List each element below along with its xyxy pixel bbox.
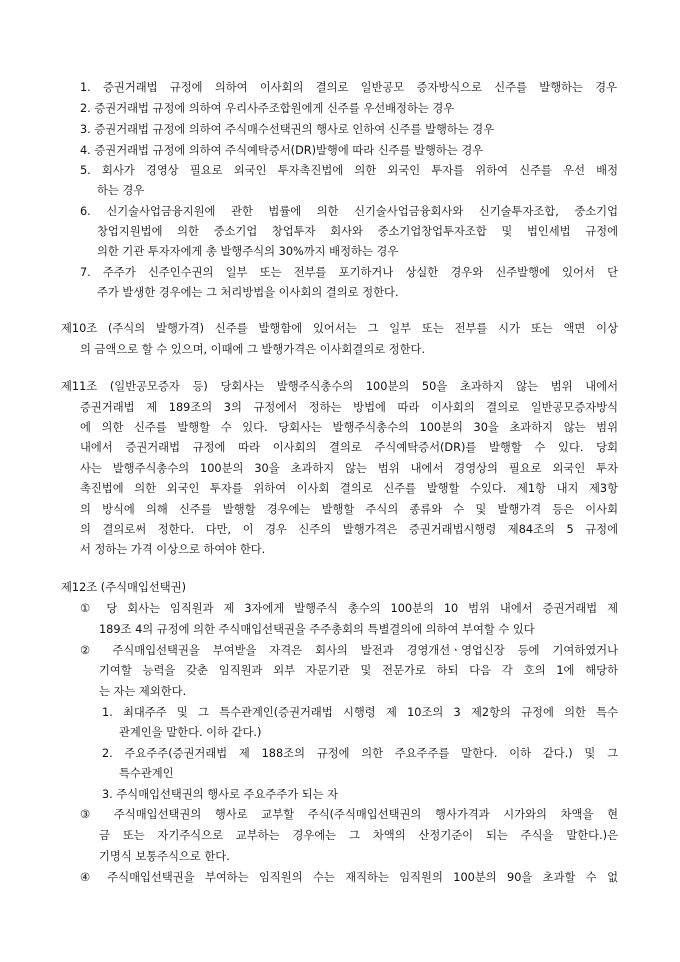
list-item: 1. 증권거래법 규정에 의하여 이사회의 결의로 일반공모 증자방식으로 신주를 발행하는 경우 (80, 81, 617, 94)
list-item: 3. 증권거래법 규정에 의하여 주식매수선택권의 행사로 인하여 신주를 발행하는 경우 (80, 123, 495, 136)
list-item: 7. 주주가 신주인수권의 일부 또는 전부를 포기하거나 상실한 경우와 신주발행에 있어서 단 (80, 266, 618, 279)
list-item-continuation: 의한 기관 투자자에게 총 발행주식의 30%까지 배정하는 경우 (97, 245, 399, 258)
article-12-subitem: 3. 주식매입선택권의 행사로 주요주주가 되는 자 (102, 788, 339, 801)
article-12-clause-continuation: 기여할 능력을 갖춘 임직원과 외부 자문기관 및 전문가로 하되 다음 각 호의 1에 해당하 (99, 664, 618, 677)
list-item: 4. 증권거래법 규정에 의하여 주식예탁증서(DR)발행에 따라 신주를 발행하는 경우 (80, 144, 484, 157)
article-12-clause-continuation: 금 또는 자기주식으로 교부하는 경우에는 그 차액의 산정기준이 되는 주식을 말한다.)은 (99, 829, 618, 842)
article-12-clause-continuation: 는 자는 제외한다. (99, 685, 187, 698)
article-10-text: 제10조 (주식의 발행가격) 신주를 발행함에 있어서는 그 일부 또는 전부를 시가 또는 액면 이상 (61, 322, 618, 335)
article-11-text: 의 결의로써 정한다. 다만, 이 경우 신주의 발행가격은 증권거래법시행령 제84조의 5 규정에 (80, 523, 618, 536)
article-12-subitem: 2. 주요주주(증권거래법 제 188조의 규정에 의한 주요주주를 말한다. 이하 같다.) 및 그 (102, 747, 618, 760)
article-11-text: 촉진법에 의한 외국인 투자를 위하여 이사회 결의로 신주를 발행할 수있다. 제1항 내지 제3항 (80, 482, 618, 495)
article-12-clause: ② 주식매입선택권을 부여받을 자격은 회사의 발전과 경영개선ㆍ영업신장 등에 기여하였거나 (80, 644, 618, 657)
list-item: 2. 증권거래법 규정에 의하여 우리사주조합원에게 신주를 우선배정하는 경우 (80, 102, 455, 115)
article-12-clause: ③ 주식매입선택권의 행사로 교부할 주식(주식매입선택권의 행사가격과 시가와의 차액을 현 (80, 808, 618, 821)
article-11-text: 의 방식에 의해 신주를 발행할 경우에는 발행할 주식의 종류와 수 및 발행가격 등은 이사회 (80, 503, 618, 516)
article-12-clause-continuation: 189조 4의 규정에 의한 주식매입선택권을 주주총회의 특별결의에 의하여 부여할 수 있다 (99, 623, 535, 636)
article-12-subitem-continuation: 관계인을 말한다. 이하 같다.) (119, 726, 262, 739)
article-10-text: 의 금액으로 할 수 있으며, 이때에 그 발행가격은 이사회결의로 정한다. (80, 343, 426, 356)
article-12-clause: ④ 주식매입선택권을 부여하는 임직원의 수는 재직하는 임직원의 100분의 90을 초과할 수 없 (80, 871, 618, 884)
article-11-text: 내에서 증권거래법 규정에 따라 이사회의 결의로 주식예탁증서(DR)를 발행할 수 있다. 당회 (80, 441, 618, 454)
article-12-subitem-continuation: 특수관계인 (119, 767, 174, 780)
list-item: 6. 신기술사업금융지원에 관한 법률에 의한 신기술사업금융회사와 신기술투자조합, 중소기업 (80, 205, 618, 218)
article-11-text: 증권거래법 제 189조의 3의 규정에서 정하는 방법에 따라 이사회의 결의로 일반공모증자방식 (80, 401, 618, 414)
article-12-subitem: 1. 최대주주 및 그 특수관계인(증권거래법 시행령 제 10조의 3 제2항의 규정에 의한 특수 (102, 706, 618, 719)
article-12-clause: ① 당 회사는 임직원과 제 3자에게 발행주식 총수의 100분의 10 범위 내에서 증권거래법 제 (80, 602, 618, 615)
article-11-text: 사는 발행주식총수의 100분의 30을 초과하지 않는 범위 내에서 경영상의 필요로 외국인 투자 (80, 462, 618, 475)
article-11-text: 에 의한 신주를 발행할 수 있다. 당회사는 발행주식총수의 100분의 30을 초과하지 않는 범위 (80, 421, 618, 434)
article-11-text: 서 정하는 가격 이상으로 하여야 한다. (80, 543, 266, 556)
list-item-continuation: 하는 경우 (97, 184, 145, 197)
article-12-clause-continuation: 기명식 보통주식으로 한다. (99, 850, 230, 863)
list-item-continuation: 주가 발생한 경우에는 그 처리방법을 이사회의 결의로 정한다. (97, 286, 399, 299)
article-12-title: 제12조 (주식매입선택권) (61, 581, 186, 594)
article-11-text: 제11조 (일반공모증자 등) 당회사는 발행주식총수의 100분의 50을 초과하지 않는 범위 내에서 (61, 380, 618, 393)
list-item: 5. 회사가 경영상 필요로 외국인 투자촉진법에 의한 외국인 투자를 위하여 신주를 우선 배정 (80, 164, 618, 177)
list-item-continuation: 창업지원법에 의한 중소기업 창업투자 회사와 중소기업창업투자조합 및 법인세법 규정에 (97, 225, 618, 238)
